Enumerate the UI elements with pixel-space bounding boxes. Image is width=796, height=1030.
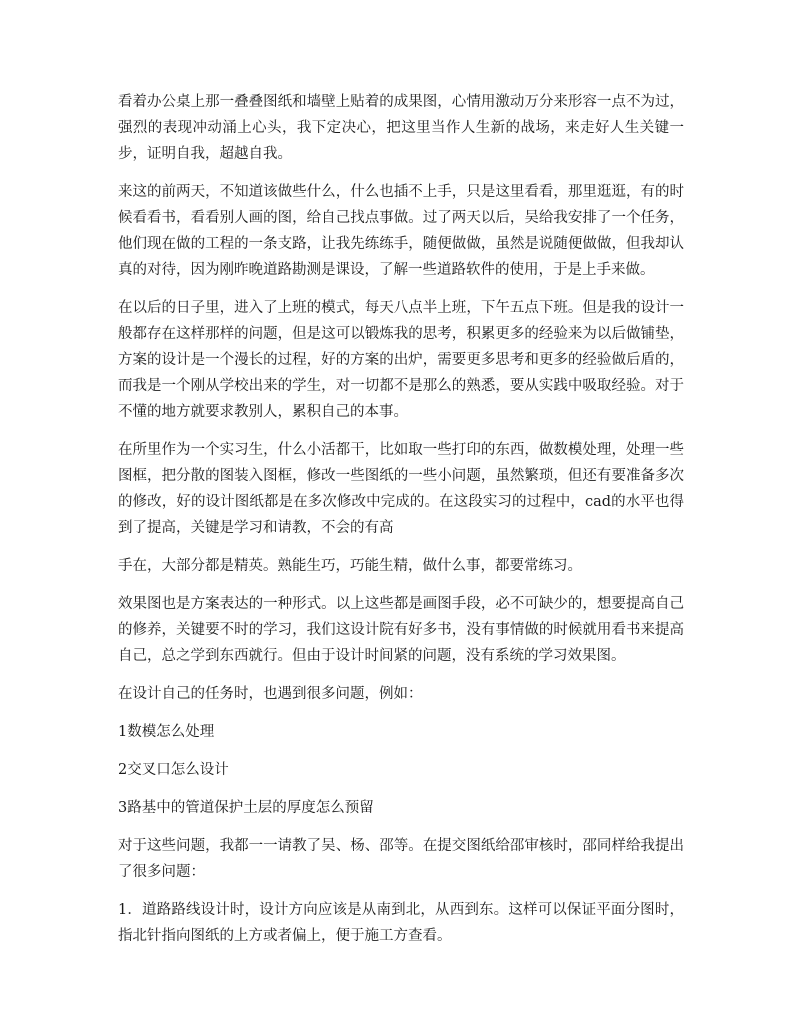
- paragraph-2: 来这的前两天，不知道该做些什么，什么也插不上手，只是这里看看，那里逛逛，有的时候看看书，看看别人画的图，给自己找点事做。过了两天以后，吴给我安排了一个任务，他们现在做的工程的一条支路，让我先练练手，随便做做，虽然是说随便做做，但我却认真的对待，因为刚昨晚道路勘测是课设，了解一些道路软件的使用，于是上手来做。: [118, 184, 684, 278]
- paragraph-7: 在设计自己的任务时，也遇到很多问题，例如：: [118, 686, 423, 702]
- list-item-2: 2交叉口怎么设计: [118, 762, 229, 778]
- document-body: [118, 89, 684, 961]
- paragraph-4: 在所里作为一个实习生，什么小活都干，比如取一些打印的东西，做数模处理，处理一些图框，把分散的图装入图框，修改一些图纸的一些小问题，虽然繁琐，但还有要准备多次的修改，好的设计图纸都是在多次修改中完成的。在这段实习的过程中，cad的水平也得到了提高，关键是学习和请教，不会的有高: [118, 442, 684, 536]
- list-item-1: 1数模怎么处理: [118, 724, 215, 740]
- paragraph-1: 看着办公桌上那一叠叠图纸和墙壁上贴着的成果图，心情用激动万分来形容一点不为过，强烈的表现冲动涌上心头，我下定决心，把这里当作人生新的战场，来走好人生关键一步，证明自我，超越自我。: [118, 94, 684, 162]
- paragraph-8: 对于这些问题，我都一一请教了吴、杨、邵等。在提交图纸给邵审核时，邵同样给我提出了很多问题：: [118, 838, 684, 880]
- paragraph-9: 1．道路路线设计时，设计方向应该是从南到北，从西到东。这样可以保证平面分图时，指北针指向图纸的上方或者偏上，便于施工方查看。: [118, 902, 684, 944]
- paragraph-3: 在以后的日子里，进入了上班的模式，每天八点半上班，下午五点下班。但是我的设计一般都存在这样那样的问题，但是这可以锻炼我的思考，积累更多的经验来为以后做铺垫，方案的设计是一个漫长的过程，好的方案的出炉，需要更多思考和更多的经验做后盾的，而我是一个刚从学校出来的学生，对一切都不是那么的熟悉，要从实践中吸取经验。对于不懂的地方就要求教别人，累积自己的本事。: [118, 300, 684, 420]
- list-item-3: 3路基中的管道保护土层的厚度怎么预留: [118, 800, 374, 816]
- paragraph-5: 手在，大部分都是精英。熟能生巧，巧能生精，做什么事，都要常练习。: [118, 558, 582, 574]
- paragraph-6: 效果图也是方案表达的一种形式。以上这些都是画图手段，必不可缺少的，想要提高自己的修养，关键要不时的学习，我们这设计院有好多书，没有事情做的时候就用看书来提高自己，总之学到东西就行。但由于设计时间紧的问题，没有系统的学习效果图。: [118, 596, 684, 664]
